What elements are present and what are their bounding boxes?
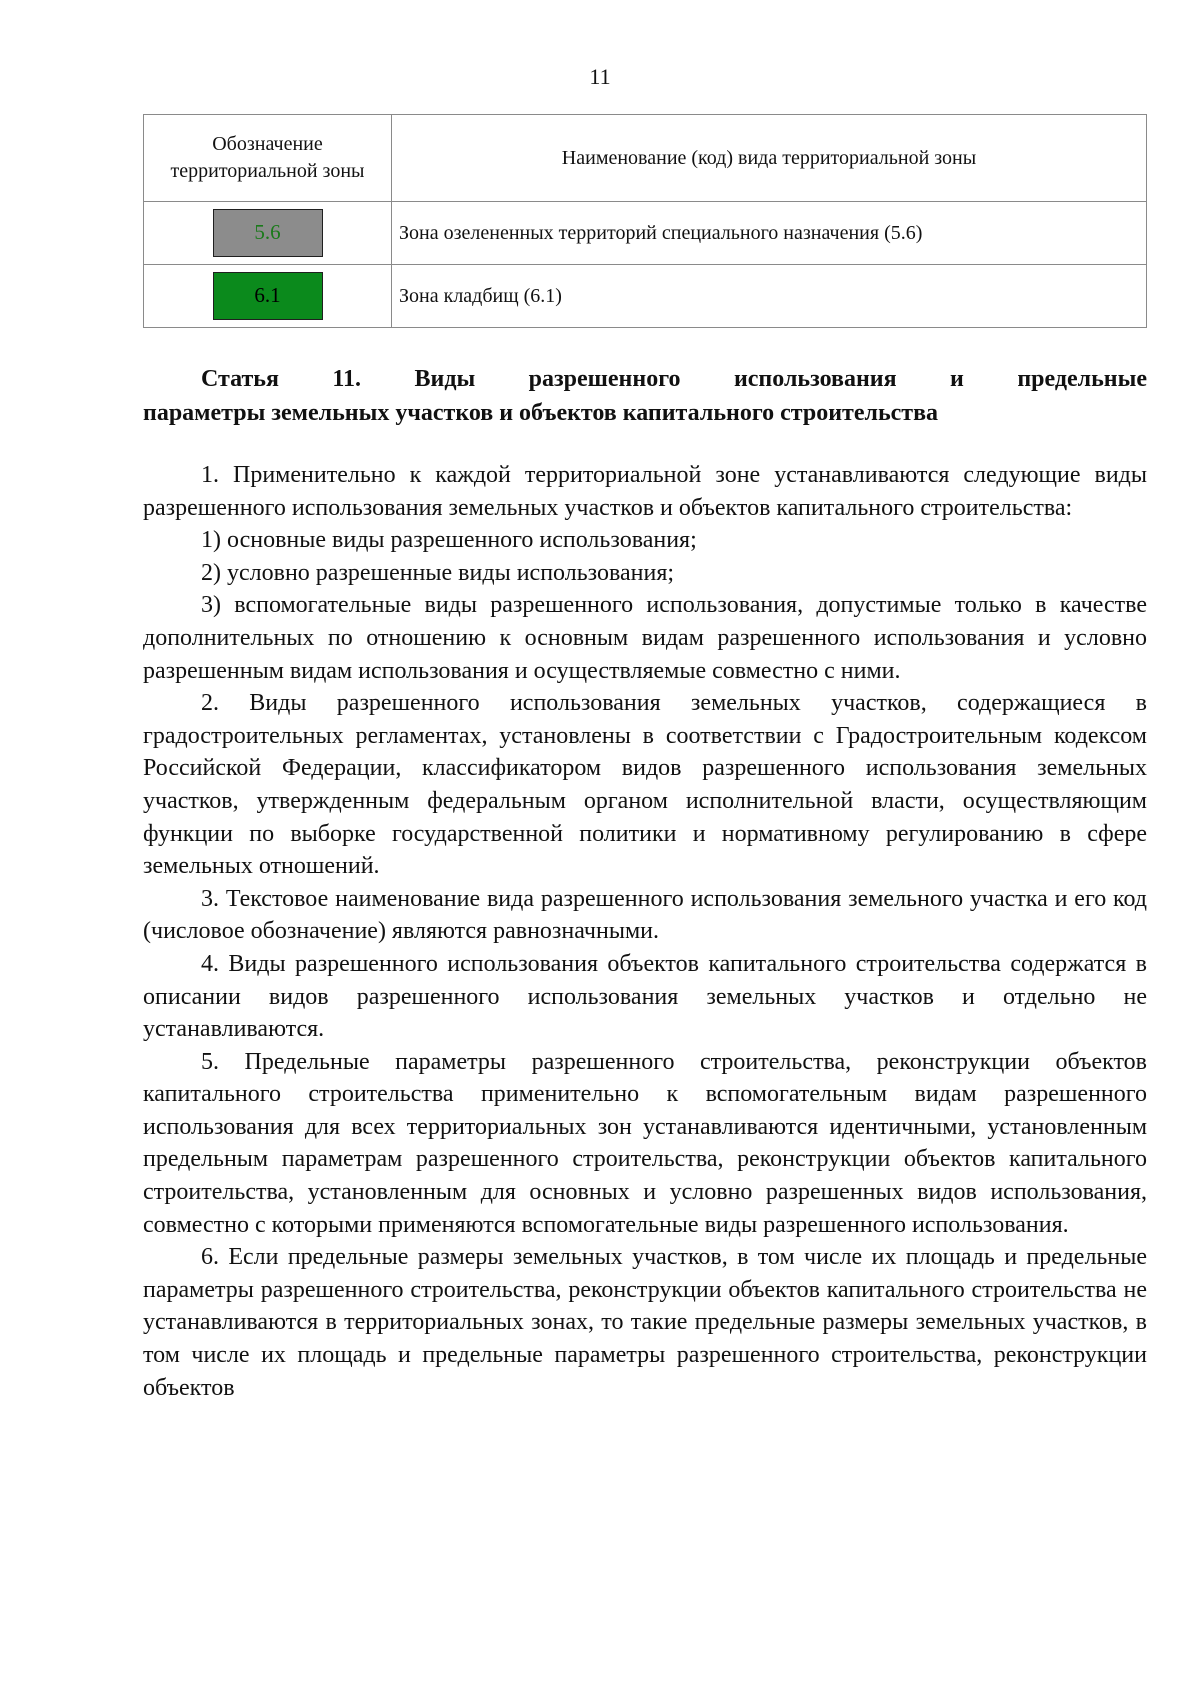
zone-table [143,114,1147,328]
paragraph: 5. Предельные параметры разрешенного строительства, реконструкции объектов капитального строительства применительно к вспомогательным видам разрешенного использования для всех территориальных зон устанавливаются идентичными, установленным предельным параметрам разрешенного строительства, реконструкции объектов капитального строительства, установленным для основных и условно разрешенных видов использования, совместно с которыми применяются вспомогательные виды разрешенного использования. [143,1048,1147,1238]
paragraph: 3) вспомогательные виды разрешенного использования, допустимые только в качестве дополнительных по отношению к основным видам разрешенного использования и условно разрешенным видам использования и осуществляемые совместно с ними. [143,592,1147,684]
header-zone-code-label: Обозначение территориальной зоны [170,133,365,182]
paragraph: 1) основные виды разрешенного использования; [201,527,697,554]
paragraph: 2) условно разрешенные виды использования; [201,559,675,586]
article-title-line-1: Статья 11. Виды разрешенного использования и предельные [201,366,1147,392]
zone-color-swatch: 6.1 [213,272,323,320]
header-zone-code [144,115,392,202]
zone-color-swatch: 5.6 [213,209,323,257]
zone-name-cell: Зона озелененных территорий специального назначения (5.6) [392,202,1147,265]
zone-table-header-row [144,115,1147,202]
paragraph: 2. Виды разрешенного использования земельных участков, содержащиеся в градостроительных регламентах, установлены в соответствии с Градостроительным кодексом Российской Федерации, классификатором видов разрешенного использования земельных участков, утвержденным федеральным органом исполнительной власти, осуществляющим функции по выборке государственной политики и нормативному регулированию в сфере земельных отношений. [143,690,1147,880]
table-row [144,202,1147,265]
table-row [144,265,1147,328]
article-title-line-2: параметры земельных участков и объектов капитального строительства [143,400,939,426]
paragraph: 1. Применительно к каждой территориальной зоне устанавливаются следующие виды разрешенного использования земельных участков и объектов капитального строительства: [143,462,1147,521]
zone-name-cell: Зона кладбищ (6.1) [392,265,1147,328]
header-zone-name-label: Наименование (код) вида территориальной зоны [561,147,977,169]
article-body [143,459,1147,1404]
header-zone-name [392,115,1147,202]
paragraph: 3. Текстовое наименование вида разрешенного использования земельного участка и его код (числовое обозначение) являются равнозначными. [143,885,1147,945]
zone-code-cell [144,265,392,328]
zone-code-cell [144,202,392,265]
paragraph: 4. Виды разрешенного использования объектов капитального строительства содержатся в описании видов разрешенного использования земельных участков и отдельно не устанавливаются. [143,950,1147,1043]
paragraph: 6. Если предельные размеры земельных участков, в том числе их площадь и предельные параметры разрешенного строительства, реконструкции объектов капитального строительства не устанавливаются в территориальных зонах, то такие предельные размеры земельных участков, в том числе их площадь и предельные параметры разрешенного строительства, реконструкции объектов [143,1244,1147,1401]
article-title [143,362,1147,430]
page-number: 11 [589,64,611,89]
